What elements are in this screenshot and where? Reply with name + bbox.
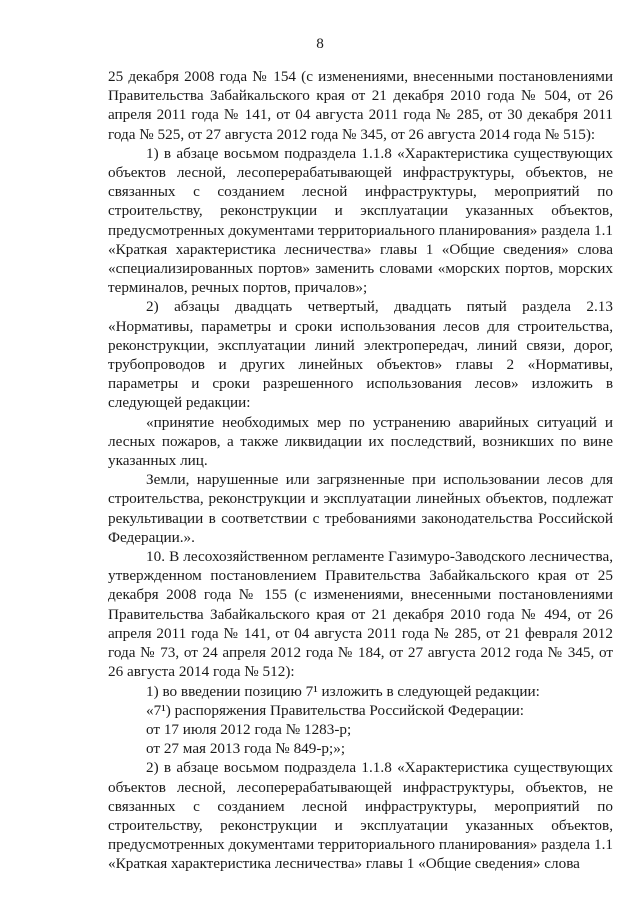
paragraph-section-10: 10. В лесохозяйственном регламенте Газимуро-Заводского лесничества, утвержденном постановлением Правительства Забайкальского края от 25 декабря 2008 года № 155 (с изменениями, внесенными постановлениями Правительства Забайкальского края от 21 декабря 2010 года № 494, от 26 апреля 2011 года № 141, от 04 августа 2011 года № 285, от 21 февраля 2012 года № 73, от 24 апреля 2012 года № 184, от 27 августа 2012 года № 345, от 26 августа 2014 года № 512):	[108, 548, 613, 681]
paragraph-item-1-intro: 1) во введении позицию 7¹ изложить в следующей редакции:	[146, 682, 540, 700]
paragraph-quote-item-7-1: «7¹) распоряжения Правительства Российской Федерации:	[146, 701, 525, 719]
paragraph-quote-2: Земли, нарушенные или загрязненные при использовании лесов для строительства, реконструкции и эксплуатации линейных объектов, подлежат рекультивации в соответствии с требованиями законодательства Российской Федерации.».	[108, 471, 613, 546]
paragraph-item-2: 2) абзацы двадцать четвертый, двадцать пятый раздела 2.13 «Нормативы, параметры и сроки использования лесов для строительства, реконструкции, эксплуатации линий электропередач, линий связи, дорог, трубопроводов и других линейных объектов» главы 2 «Нормативы, параметры и сроки разрешенного использования лесов» изложить в следующей редакции:	[108, 298, 613, 412]
page-number: 8	[316, 35, 324, 52]
paragraph-order-1283: от 17 июля 2012 года № 1283-р;	[146, 720, 352, 738]
paragraph-quote-1: «принятие необходимых мер по устранению аварийных ситуаций и лесных пожаров, а также ликвидации их последствий, возникших по вине указанных лиц.	[108, 413, 613, 470]
paragraph-item-2-tail: 2) в абзаце восьмом подраздела 1.1.8 «Характеристика существующих объектов лесной, лесоперерабатывающей инфраструктуры, объектов, не связанных с созданием лесной инфраструктуры, мероприятий по строительству, реконструкции и эксплуатации указанных объектов, предусмотренных документами территориального планирования» раздела 1.1 «Краткая характеристика лесничества» главы 1 «Общие сведения» слова	[108, 759, 613, 873]
paragraph-continuation: 25 декабря 2008 года № 154 (с изменениями, внесенными постановлениями Правительства Забайкальского края от 21 декабря 2010 года № 504, от 26 апреля 2011 года № 141, от 04 августа 2011 года № 285, от 30 декабря 2011 года № 525, от 27 августа 2012 года № 345, от 26 августа 2014 года № 515):	[108, 68, 613, 143]
paragraph-order-849: от 27 мая 2013 года № 849-р;»;	[146, 740, 346, 758]
document-body	[108, 67, 613, 874]
paragraph-item-1: 1) в абзаце восьмом подраздела 1.1.8 «Характеристика существующих объектов лесной, лесоперерабатывающей инфраструктуры, объектов, не связанных с созданием лесной инфраструктуры, мероприятий по строительству, реконструкции и эксплуатации указанных объектов, предусмотренных документами территориального планирования» раздела 1.1 «Краткая характеристика лесничества» главы 1 «Общие сведения» слова «специализированных портов» заменить словами «морских портов, морских терминалов, речных портов, причалов»;	[108, 144, 613, 297]
